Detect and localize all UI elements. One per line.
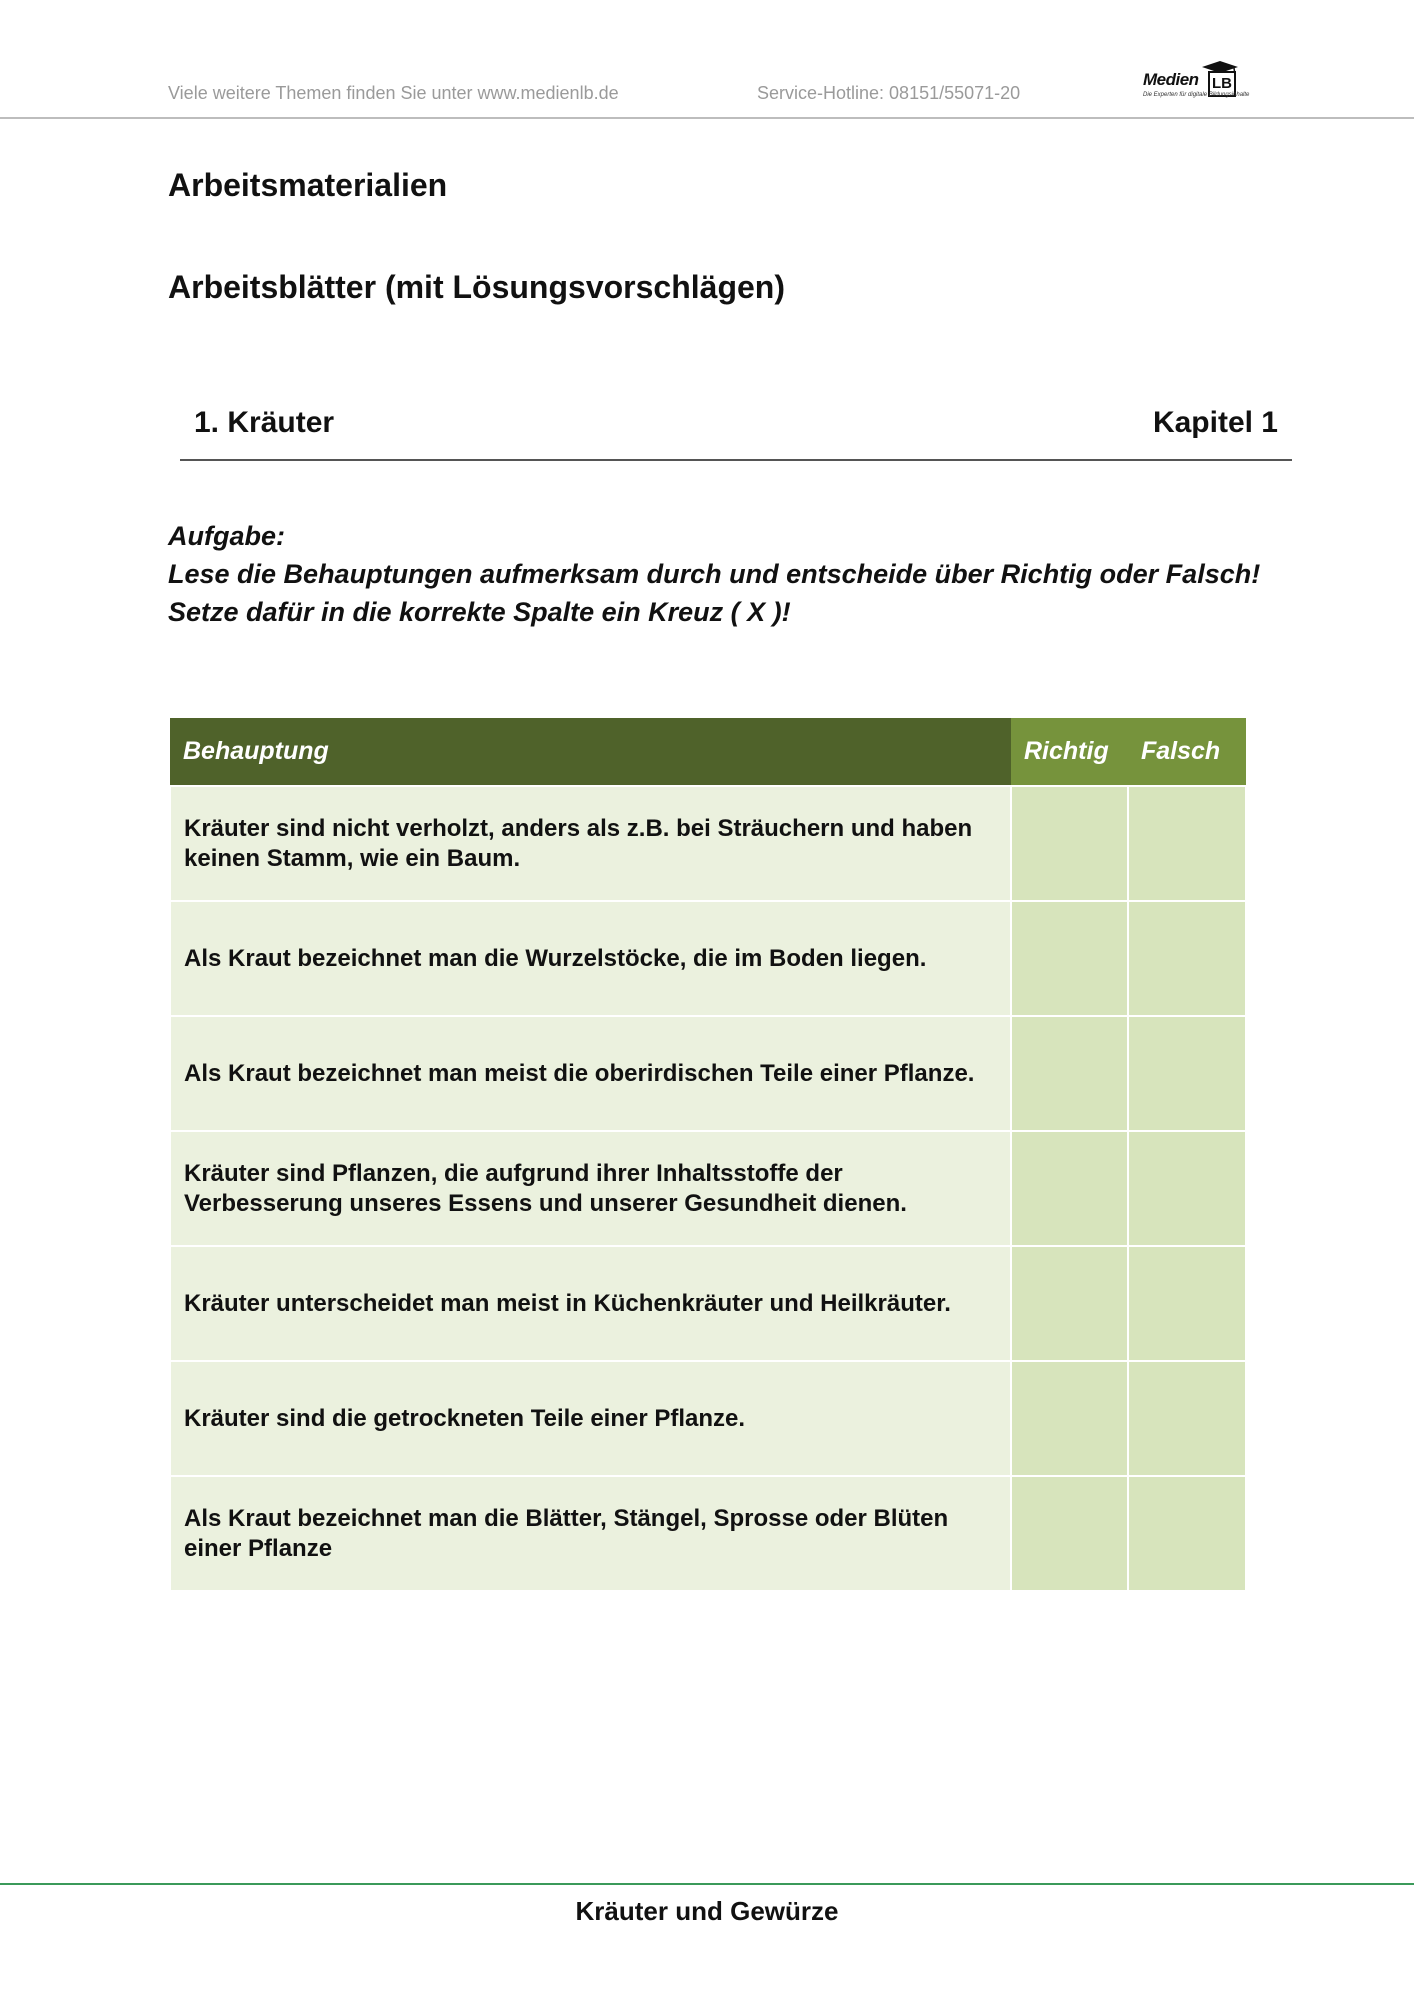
service-hotline: Service-Hotline: 08151/55071-20 xyxy=(757,83,1021,103)
statement-cell: Als Kraut bezeichnet man meist die oberirdischen Teile einer Pflanze. xyxy=(170,1016,1011,1131)
website-note: Viele weitere Themen finden Sie unter www.medienlb.de xyxy=(168,83,619,103)
falsch-cell[interactable] xyxy=(1128,901,1246,1016)
page-title: Arbeitsmaterialien xyxy=(168,167,448,203)
falsch-cell[interactable] xyxy=(1128,1016,1246,1131)
chapter-label: Kapitel 1 xyxy=(1152,406,1278,439)
task-label: Aufgabe: xyxy=(168,521,285,551)
falsch-cell[interactable] xyxy=(1128,1476,1246,1591)
logo-tagline: Die Experten für digitale Bildungsinhalte xyxy=(1143,92,1250,98)
statement-cell: Kräuter sind nicht verholzt, anders als z.B. bei Sträuchern und haben keinen Stamm, wie ein Baum. xyxy=(170,786,1011,901)
falsch-cell[interactable] xyxy=(1128,1361,1246,1476)
richtig-cell[interactable] xyxy=(1011,1131,1128,1246)
table-row xyxy=(170,1016,1246,1131)
richtig-cell[interactable] xyxy=(1011,1246,1128,1361)
header-falsch: Falsch xyxy=(1128,718,1246,786)
logo-box: LB xyxy=(1208,71,1236,97)
falsch-cell[interactable] xyxy=(1128,786,1246,901)
table-row xyxy=(170,1131,1246,1246)
table-row xyxy=(170,901,1246,1016)
chapter-divider xyxy=(180,459,1292,461)
header-richtig: Richtig xyxy=(1011,718,1128,786)
table-header-row xyxy=(170,718,1246,786)
richtig-cell[interactable] xyxy=(1011,1361,1128,1476)
chapter-title: 1. Kräuter xyxy=(194,406,335,439)
graduation-cap-icon xyxy=(1198,60,1242,76)
table-row xyxy=(170,1246,1246,1361)
table-row xyxy=(170,1361,1246,1476)
page-header xyxy=(0,0,1414,120)
table-row xyxy=(170,786,1246,901)
statements-table xyxy=(169,718,1247,1592)
medienlb-logo xyxy=(1140,58,1250,108)
task-text: Lese die Behauptungen aufmerksam durch und entscheide über Richtig oder Falsch! Setze dafür in die korrekte Spalte ein Kreuz ( X )! xyxy=(168,559,1261,627)
logo-text: Medien xyxy=(1143,70,1199,89)
richtig-cell[interactable] xyxy=(1011,1476,1128,1591)
footer-divider xyxy=(0,1883,1414,1885)
statement-cell: Als Kraut bezeichnet man die Wurzelstöcke, die im Boden liegen. xyxy=(170,901,1011,1016)
statement-cell: Kräuter unterscheidet man meist in Küchenkräuter und Heilkräuter. xyxy=(170,1246,1011,1361)
header-behauptung: Behauptung xyxy=(170,718,1011,786)
richtig-cell[interactable] xyxy=(1011,901,1128,1016)
richtig-cell[interactable] xyxy=(1011,1016,1128,1131)
table-row xyxy=(170,1476,1246,1591)
richtig-cell[interactable] xyxy=(1011,786,1128,901)
footer-title: Kräuter und Gewürze xyxy=(575,1896,839,1926)
header-divider xyxy=(0,117,1414,119)
page-subtitle: Arbeitsblätter (mit Lösungsvorschlägen) xyxy=(168,269,785,305)
statement-cell: Kräuter sind die getrockneten Teile einer Pflanze. xyxy=(170,1361,1011,1476)
task-instructions xyxy=(168,517,1278,631)
falsch-cell[interactable] xyxy=(1128,1246,1246,1361)
statement-cell: Als Kraut bezeichnet man die Blätter, Stängel, Sprosse oder Blüten einer Pflanze xyxy=(170,1476,1011,1591)
statement-cell: Kräuter sind Pflanzen, die aufgrund ihrer Inhaltsstoffe der Verbesserung unseres Essens und unserer Gesundheit dienen. xyxy=(170,1131,1011,1246)
falsch-cell[interactable] xyxy=(1128,1131,1246,1246)
